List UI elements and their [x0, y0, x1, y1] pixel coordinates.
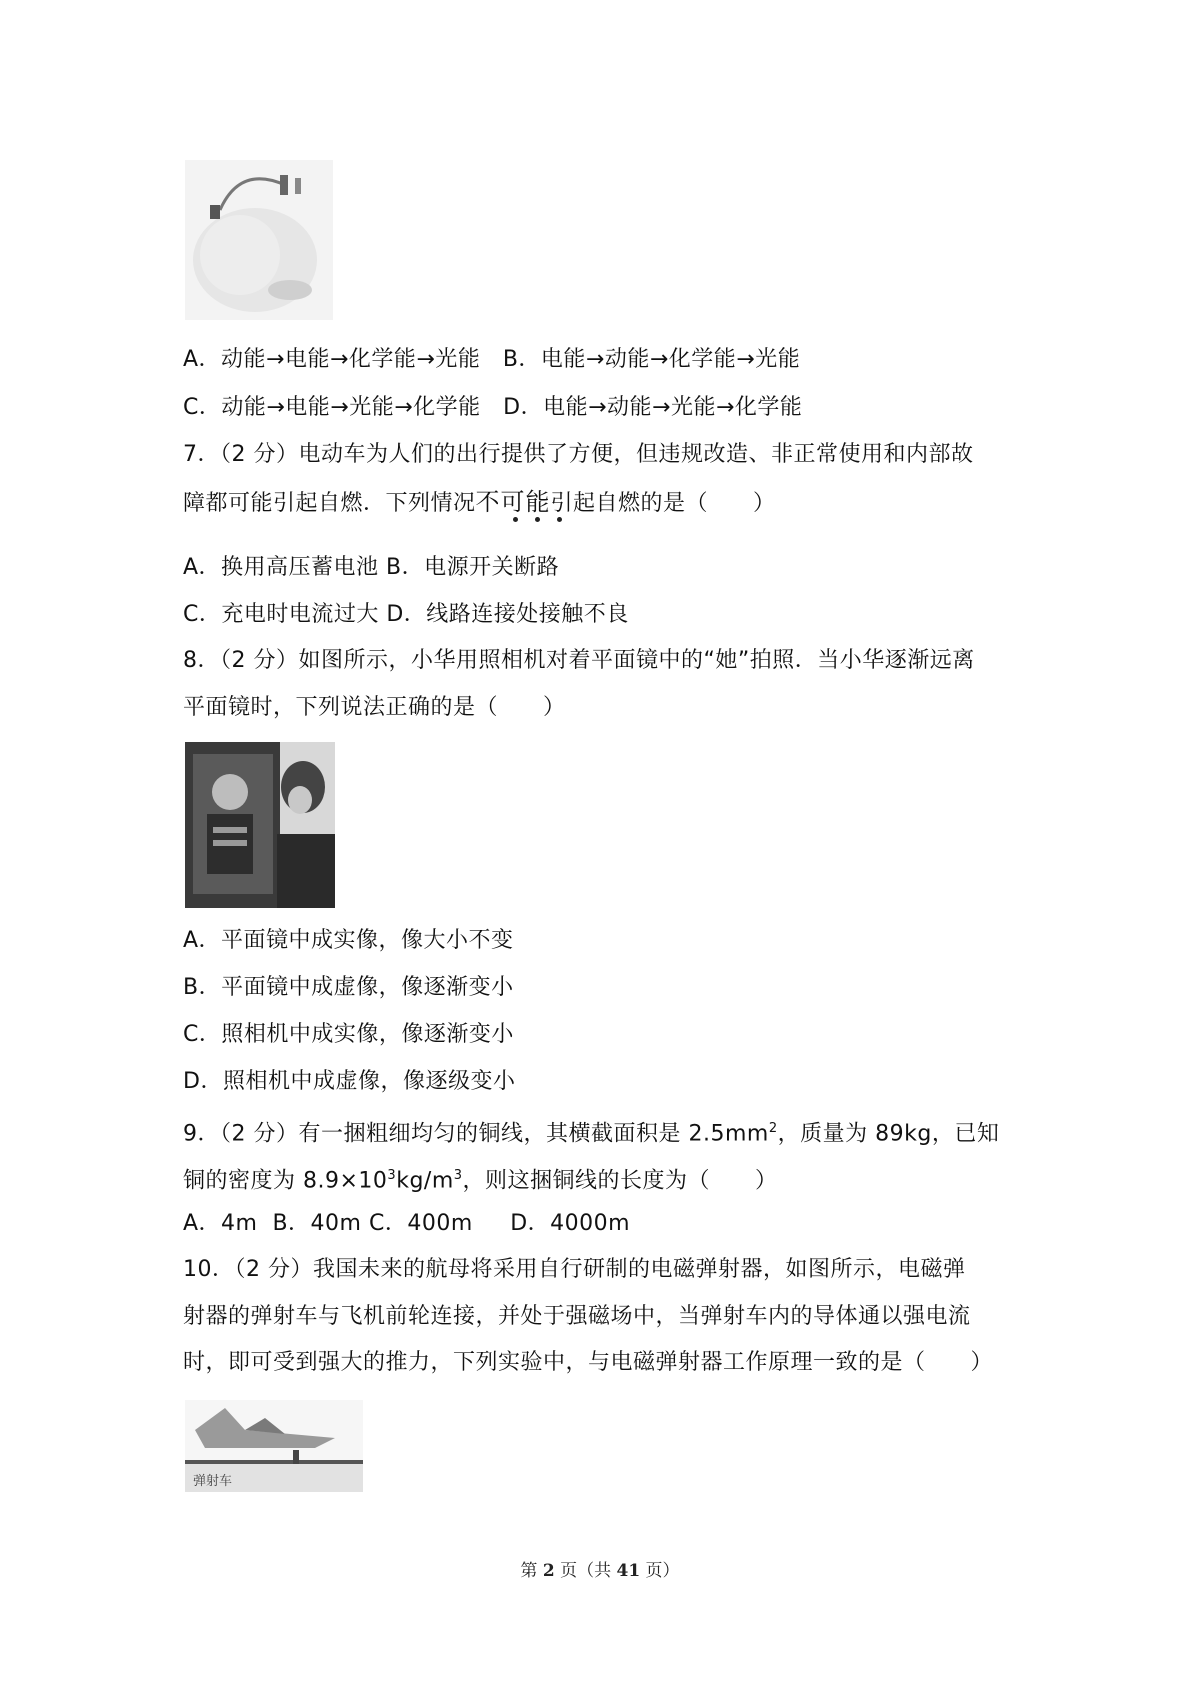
q6-figure-drawing [185, 160, 333, 320]
q6-option-b: B．电能→动能→化学能→光能 [502, 347, 801, 372]
q9-stem1-superscript: 2 [768, 1121, 778, 1136]
q6-options-ab [183, 345, 800, 375]
q9-stem2-text-c: ，则这捆铜线的长度为（ ） [462, 1168, 778, 1194]
q9-stem2-superscript-1: 3 [387, 1168, 397, 1183]
footer-suffix: 页） [640, 1561, 680, 1581]
q7-stem-line1: 7．（2 分）电动车为人们的出行提供了方便，但违规改造、非正常使用和内部故 [183, 442, 974, 467]
q7-stem-part2: 引起自燃的是（ ） [550, 491, 776, 516]
q7-stem-part1: 障都可能引起自燃．下列情况 [183, 491, 476, 516]
q8-option-c: C．照相机中成实像，像逐渐变小 [183, 1022, 514, 1047]
q9-stem-line1 [183, 1114, 999, 1149]
q8-stem-line1: 8．（2 分）如图所示，小华用照相机对着平面镜中的“她”拍照．当小华逐渐远离 [183, 648, 975, 673]
q6-option-a: A．动能→电能→化学能→光能 [183, 347, 481, 372]
q9-stem-line2 [183, 1161, 778, 1196]
q7-options-cd: C．充电时电流过大 D．线路连接处接触不良 [183, 602, 629, 627]
q7-options-ab: A．换用高压蓄电池 B．电源开关断路 [183, 555, 560, 580]
q10-stem-line1: 10．（2 分）我国未来的航母将采用自行研制的电磁弹射器，如图所示，电磁弹 [183, 1257, 966, 1282]
q10-figure-image [185, 1400, 363, 1492]
footer-total-pages: 41 [616, 1561, 641, 1581]
q9-stem2-superscript-2: 3 [453, 1168, 463, 1183]
q7-emphasis-text: 不可能 [475, 488, 551, 516]
q9-stem1-text-a: 9．（2 分）有一捆粗细均匀的铜线，其横截面积是 2.5mm [183, 1121, 769, 1147]
q6-options-cd [183, 393, 802, 423]
q9-stem2-text-b: kg/m [396, 1168, 454, 1194]
q8-stem-line2: 平面镜时，下列说法正确的是（ ） [183, 695, 566, 720]
q10-stem-line2: 射器的弹射车与飞机前轮连接，并处于强磁场中，当弹射车内的导体通以强电流 [183, 1304, 971, 1329]
q8-option-a: A．平面镜中成实像，像大小不变 [183, 928, 514, 953]
footer-prefix: 第 [520, 1561, 543, 1581]
q9-stem1-text-b: ，质量为 89kg，已知 [777, 1121, 1000, 1147]
q10-figure-caption: 弹射车 [193, 1474, 233, 1489]
q9-options: A．4m B．40m C．400m D．4000m [183, 1211, 631, 1236]
q9-stem2-text-a: 铜的密度为 8.9×10 [183, 1168, 388, 1194]
page-footer [0, 1556, 1200, 1581]
q10-stem-line3: 时，即可受到强大的推力，下列实验中，与电磁弹射器工作原理一致的是（ ） [183, 1350, 994, 1375]
footer-middle: 页（共 [554, 1561, 617, 1581]
q6-figure-image [185, 160, 333, 320]
q7-stem-line2 [183, 487, 776, 519]
q8-figure-image [185, 742, 335, 908]
q6-option-c: C．动能→电能→光能→化学能 [183, 395, 481, 420]
emphasis-dots [513, 517, 573, 525]
q8-figure-drawing [185, 742, 335, 908]
q8-option-b: B．平面镜中成虚像，像逐渐变小 [183, 975, 514, 1000]
q6-option-d: D．电能→动能→光能→化学能 [503, 395, 803, 420]
q8-option-d: D．照相机中成虚像，像逐级变小 [183, 1069, 516, 1094]
footer-page-number: 2 [542, 1561, 555, 1581]
